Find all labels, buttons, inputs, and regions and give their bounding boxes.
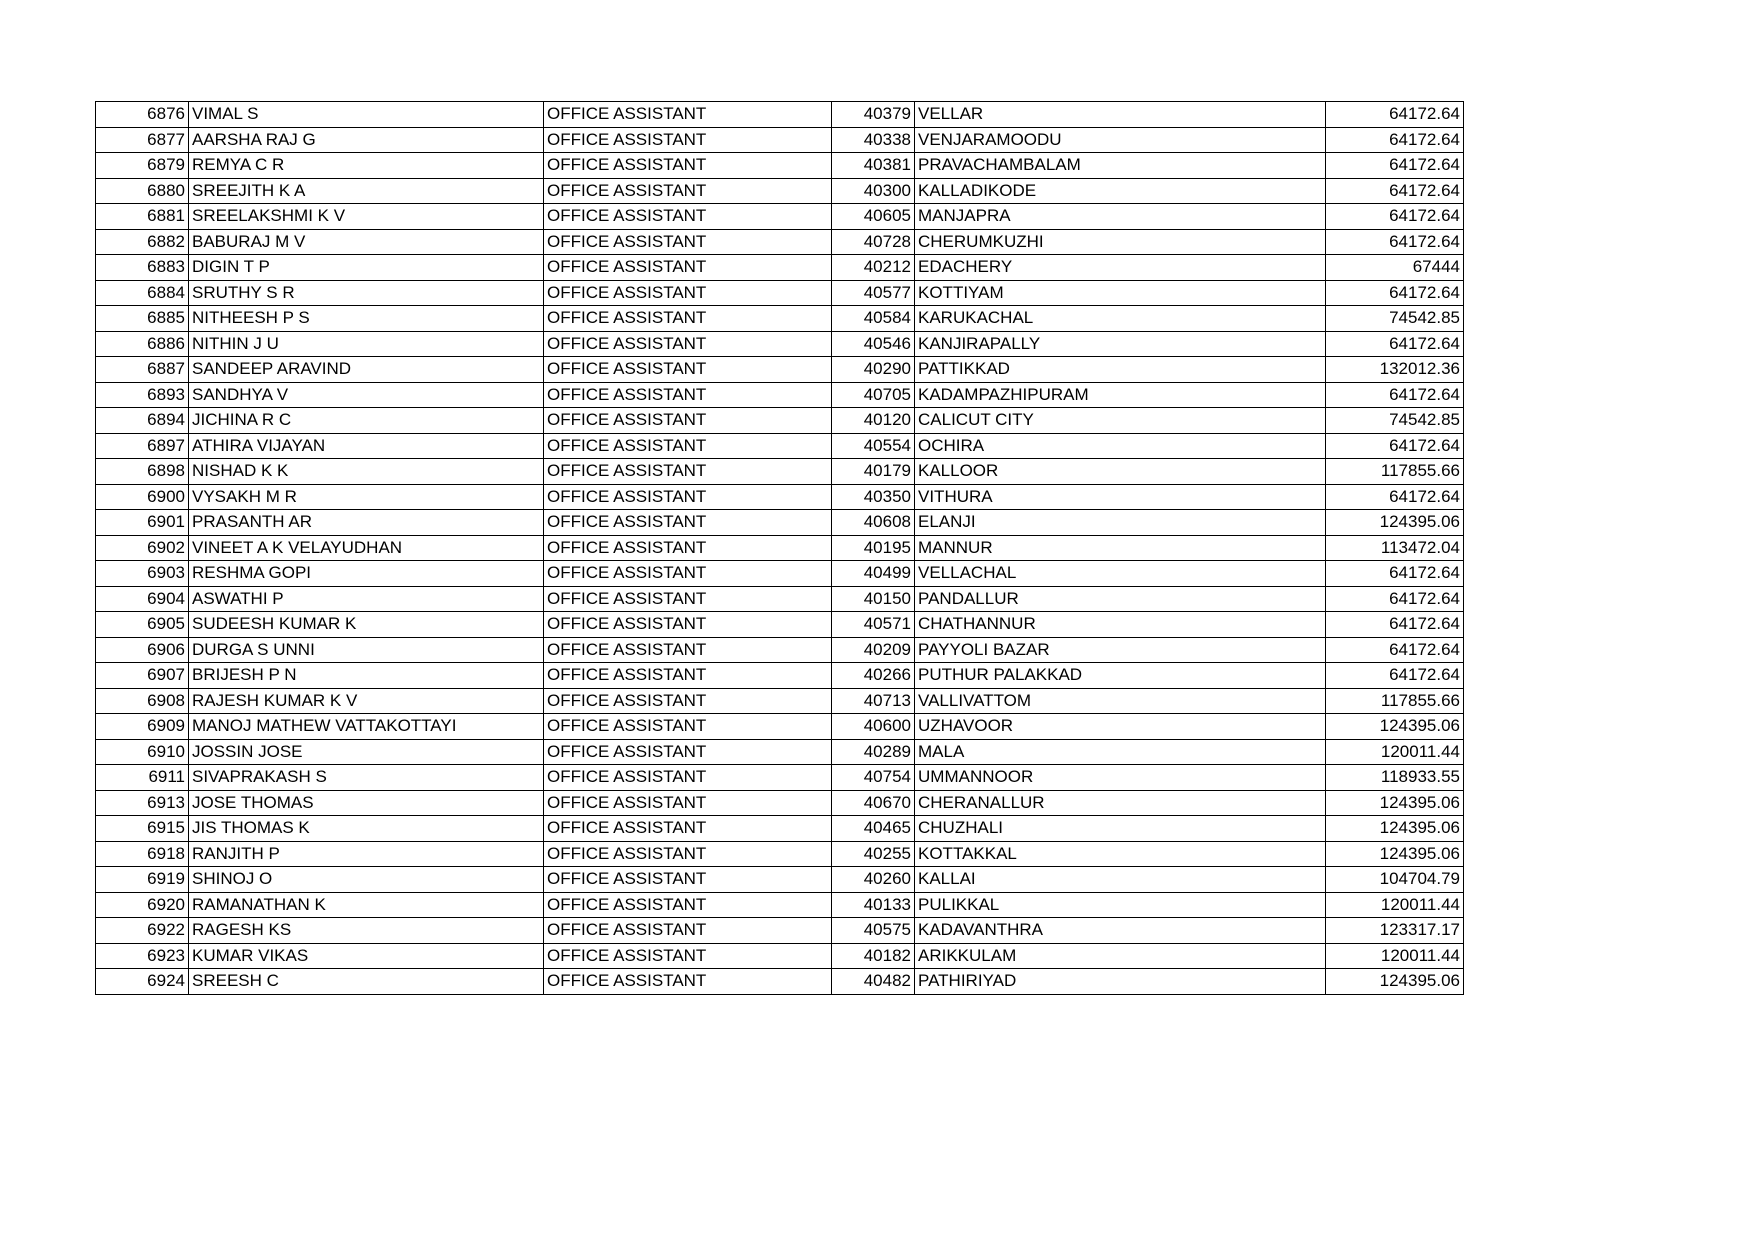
office-name-cell: KOTTAKKAL [915,841,1326,867]
designation-cell: OFFICE ASSISTANT [544,867,832,893]
designation-cell: OFFICE ASSISTANT [544,382,832,408]
office-name-cell: KOTTIYAM [915,280,1326,306]
employee-name-cell: SREELAKSHMI K V [189,204,544,230]
amount-cell: 64172.64 [1326,382,1464,408]
employee-name-cell: SIVAPRAKASH S [189,765,544,791]
employee-name-cell: ASWATHI P [189,586,544,612]
office-code-cell: 40290 [832,357,915,383]
amount-cell: 64172.64 [1326,561,1464,587]
amount-cell: 117855.66 [1326,688,1464,714]
amount-cell: 64172.64 [1326,280,1464,306]
amount-cell: 64172.64 [1326,663,1464,689]
amount-cell: 104704.79 [1326,867,1464,893]
office-code-cell: 40209 [832,637,915,663]
designation-cell: OFFICE ASSISTANT [544,433,832,459]
office-code-cell: 40255 [832,841,915,867]
office-name-cell: OCHIRA [915,433,1326,459]
office-name-cell: VITHURA [915,484,1326,510]
table-row [96,714,1464,740]
office-code-cell: 40584 [832,306,915,332]
amount-cell: 124395.06 [1326,510,1464,536]
office-name-cell: VENJARAMOODU [915,127,1326,153]
employee-id-cell: 6923 [96,943,189,969]
office-code-cell: 40571 [832,612,915,638]
designation-cell: OFFICE ASSISTANT [544,918,832,944]
table-row [96,943,1464,969]
office-code-cell: 40120 [832,408,915,434]
employee-name-cell: SANDEEP ARAVIND [189,357,544,383]
office-name-cell: PANDALLUR [915,586,1326,612]
designation-cell: OFFICE ASSISTANT [544,586,832,612]
table-body [96,102,1464,995]
designation-cell: OFFICE ASSISTANT [544,484,832,510]
office-code-cell: 40577 [832,280,915,306]
designation-cell: OFFICE ASSISTANT [544,561,832,587]
office-name-cell: ELANJI [915,510,1326,536]
office-name-cell: PATTIKKAD [915,357,1326,383]
office-code-cell: 40482 [832,969,915,995]
employee-id-cell: 6880 [96,178,189,204]
office-code-cell: 40260 [832,867,915,893]
employee-id-cell: 6911 [96,765,189,791]
designation-cell: OFFICE ASSISTANT [544,178,832,204]
table-row [96,357,1464,383]
amount-cell: 120011.44 [1326,943,1464,969]
designation-cell: OFFICE ASSISTANT [544,969,832,995]
amount-cell: 64172.64 [1326,127,1464,153]
employee-name-cell: VYSAKH M R [189,484,544,510]
employee-name-cell: VINEET A K VELAYUDHAN [189,535,544,561]
table-row [96,892,1464,918]
employee-id-cell: 6886 [96,331,189,357]
employee-name-cell: MANOJ MATHEW VATTAKOTTAYI [189,714,544,740]
employee-name-cell: DURGA S UNNI [189,637,544,663]
office-code-cell: 40300 [832,178,915,204]
employee-name-cell: SUDEESH KUMAR K [189,612,544,638]
employee-name-cell: JOSE THOMAS [189,790,544,816]
office-name-cell: KALLADIKODE [915,178,1326,204]
employee-name-cell: BABURAJ M V [189,229,544,255]
employee-id-cell: 6887 [96,357,189,383]
table-row [96,612,1464,638]
office-name-cell: EDACHERY [915,255,1326,281]
designation-cell: OFFICE ASSISTANT [544,229,832,255]
table-row [96,484,1464,510]
designation-cell: OFFICE ASSISTANT [544,459,832,485]
employee-id-cell: 6885 [96,306,189,332]
employee-id-cell: 6900 [96,484,189,510]
office-code-cell: 40289 [832,739,915,765]
table-row [96,459,1464,485]
employee-name-cell: NITHIN J U [189,331,544,357]
amount-cell: 64172.64 [1326,204,1464,230]
designation-cell: OFFICE ASSISTANT [544,255,832,281]
employee-name-cell: RESHMA GOPI [189,561,544,587]
employee-id-cell: 6908 [96,688,189,714]
amount-cell: 64172.64 [1326,612,1464,638]
table-row [96,867,1464,893]
table-row [96,841,1464,867]
office-name-cell: KARUKACHAL [915,306,1326,332]
designation-cell: OFFICE ASSISTANT [544,280,832,306]
employee-id-cell: 6881 [96,204,189,230]
table-row [96,510,1464,536]
employee-name-cell: SANDHYA V [189,382,544,408]
amount-cell: 64172.64 [1326,229,1464,255]
table-row [96,816,1464,842]
office-code-cell: 40338 [832,127,915,153]
employee-id-cell: 6897 [96,433,189,459]
office-code-cell: 40754 [832,765,915,791]
employee-id-cell: 6903 [96,561,189,587]
employee-id-cell: 6902 [96,535,189,561]
employee-name-cell: BRIJESH P N [189,663,544,689]
amount-cell: 74542.85 [1326,306,1464,332]
amount-cell: 118933.55 [1326,765,1464,791]
amount-cell: 120011.44 [1326,892,1464,918]
office-name-cell: UMMANNOOR [915,765,1326,791]
employee-id-cell: 6898 [96,459,189,485]
amount-cell: 64172.64 [1326,153,1464,179]
employee-id-cell: 6905 [96,612,189,638]
table-row [96,688,1464,714]
employee-name-cell: SREESH C [189,969,544,995]
employee-id-cell: 6910 [96,739,189,765]
amount-cell: 67444 [1326,255,1464,281]
amount-cell: 124395.06 [1326,714,1464,740]
amount-cell: 124395.06 [1326,841,1464,867]
employee-id-cell: 6924 [96,969,189,995]
employee-id-cell: 6909 [96,714,189,740]
table-row [96,102,1464,128]
office-name-cell: MANNUR [915,535,1326,561]
table-row [96,535,1464,561]
employee-name-cell: JICHINA R C [189,408,544,434]
office-name-cell: UZHAVOOR [915,714,1326,740]
table-row [96,127,1464,153]
office-code-cell: 40182 [832,943,915,969]
designation-cell: OFFICE ASSISTANT [544,331,832,357]
amount-cell: 123317.17 [1326,918,1464,944]
office-code-cell: 40670 [832,790,915,816]
table-row [96,739,1464,765]
amount-cell: 64172.64 [1326,433,1464,459]
office-code-cell: 40195 [832,535,915,561]
table-row [96,382,1464,408]
employee-id-cell: 6915 [96,816,189,842]
table-row [96,969,1464,995]
table-row [96,765,1464,791]
amount-cell: 74542.85 [1326,408,1464,434]
office-name-cell: CALICUT CITY [915,408,1326,434]
table-row [96,204,1464,230]
designation-cell: OFFICE ASSISTANT [544,357,832,383]
designation-cell: OFFICE ASSISTANT [544,204,832,230]
employee-id-cell: 6883 [96,255,189,281]
office-code-cell: 40575 [832,918,915,944]
office-name-cell: VELLAR [915,102,1326,128]
designation-cell: OFFICE ASSISTANT [544,510,832,536]
office-code-cell: 40266 [832,663,915,689]
office-name-cell: VALLIVATTOM [915,688,1326,714]
employee-name-cell: NISHAD K K [189,459,544,485]
office-name-cell: PATHIRIYAD [915,969,1326,995]
office-name-cell: CHUZHALI [915,816,1326,842]
designation-cell: OFFICE ASSISTANT [544,739,832,765]
employee-id-cell: 6876 [96,102,189,128]
employee-id-cell: 6882 [96,229,189,255]
employee-name-cell: RAJESH KUMAR K V [189,688,544,714]
employee-name-cell: SHINOJ O [189,867,544,893]
amount-cell: 64172.64 [1326,102,1464,128]
office-code-cell: 40179 [832,459,915,485]
office-code-cell: 40133 [832,892,915,918]
employee-name-cell: SRUTHY S R [189,280,544,306]
office-code-cell: 40546 [832,331,915,357]
employee-name-cell: PRASANTH AR [189,510,544,536]
table-row [96,229,1464,255]
designation-cell: OFFICE ASSISTANT [544,892,832,918]
employee-id-cell: 6913 [96,790,189,816]
office-code-cell: 40379 [832,102,915,128]
employee-name-cell: KUMAR VIKAS [189,943,544,969]
employee-id-cell: 6884 [96,280,189,306]
office-name-cell: KADAMPAZHIPURAM [915,382,1326,408]
amount-cell: 64172.64 [1326,178,1464,204]
designation-cell: OFFICE ASSISTANT [544,663,832,689]
office-name-cell: PUTHUR PALAKKAD [915,663,1326,689]
designation-cell: OFFICE ASSISTANT [544,637,832,663]
employee-id-cell: 6906 [96,637,189,663]
table-row [96,663,1464,689]
office-name-cell: KALLOOR [915,459,1326,485]
amount-cell: 132012.36 [1326,357,1464,383]
table-row [96,790,1464,816]
amount-cell: 124395.06 [1326,790,1464,816]
employee-name-cell: DIGIN T P [189,255,544,281]
table-row [96,153,1464,179]
office-name-cell: ARIKKULAM [915,943,1326,969]
employee-name-cell: NITHEESH P S [189,306,544,332]
amount-cell: 64172.64 [1326,637,1464,663]
employee-name-cell: AARSHA RAJ G [189,127,544,153]
designation-cell: OFFICE ASSISTANT [544,127,832,153]
employee-name-cell: REMYA C R [189,153,544,179]
designation-cell: OFFICE ASSISTANT [544,612,832,638]
employee-id-cell: 6922 [96,918,189,944]
office-code-cell: 40600 [832,714,915,740]
amount-cell: 120011.44 [1326,739,1464,765]
office-name-cell: CHERANALLUR [915,790,1326,816]
office-code-cell: 40381 [832,153,915,179]
table-row [96,918,1464,944]
office-name-cell: KADAVANTHRA [915,918,1326,944]
employee-name-cell: JIS THOMAS K [189,816,544,842]
office-name-cell: PRAVACHAMBALAM [915,153,1326,179]
office-name-cell: MALA [915,739,1326,765]
office-code-cell: 40465 [832,816,915,842]
table-row [96,637,1464,663]
employee-name-cell: RAMANATHAN K [189,892,544,918]
employee-name-cell: VIMAL S [189,102,544,128]
office-name-cell: MANJAPRA [915,204,1326,230]
table-row [96,433,1464,459]
employee-name-cell: ATHIRA VIJAYAN [189,433,544,459]
designation-cell: OFFICE ASSISTANT [544,790,832,816]
office-code-cell: 40713 [832,688,915,714]
amount-cell: 124395.06 [1326,816,1464,842]
employee-name-cell: RAGESH KS [189,918,544,944]
table-row [96,561,1464,587]
employee-id-cell: 6920 [96,892,189,918]
designation-cell: OFFICE ASSISTANT [544,765,832,791]
office-code-cell: 40554 [832,433,915,459]
designation-cell: OFFICE ASSISTANT [544,943,832,969]
employee-id-cell: 6919 [96,867,189,893]
office-code-cell: 40150 [832,586,915,612]
designation-cell: OFFICE ASSISTANT [544,841,832,867]
employee-id-cell: 6901 [96,510,189,536]
designation-cell: OFFICE ASSISTANT [544,816,832,842]
amount-cell: 113472.04 [1326,535,1464,561]
office-name-cell: PAYYOLI BAZAR [915,637,1326,663]
office-name-cell: VELLACHAL [915,561,1326,587]
office-name-cell: KANJIRAPALLY [915,331,1326,357]
employee-name-cell: RANJITH P [189,841,544,867]
designation-cell: OFFICE ASSISTANT [544,688,832,714]
office-code-cell: 40605 [832,204,915,230]
employee-id-cell: 6879 [96,153,189,179]
data-table [95,101,1464,995]
employee-id-cell: 6877 [96,127,189,153]
office-code-cell: 40499 [832,561,915,587]
office-name-cell: KALLAI [915,867,1326,893]
office-code-cell: 40728 [832,229,915,255]
table-row [96,408,1464,434]
amount-cell: 64172.64 [1326,331,1464,357]
office-name-cell: PULIKKAL [915,892,1326,918]
employee-id-cell: 6918 [96,841,189,867]
designation-cell: OFFICE ASSISTANT [544,306,832,332]
employee-name-cell: JOSSIN JOSE [189,739,544,765]
office-code-cell: 40608 [832,510,915,536]
amount-cell: 64172.64 [1326,586,1464,612]
table-row [96,255,1464,281]
office-code-cell: 40212 [832,255,915,281]
office-code-cell: 40705 [832,382,915,408]
employee-id-cell: 6894 [96,408,189,434]
designation-cell: OFFICE ASSISTANT [544,102,832,128]
amount-cell: 64172.64 [1326,484,1464,510]
office-code-cell: 40350 [832,484,915,510]
office-name-cell: CHATHANNUR [915,612,1326,638]
office-name-cell: CHERUMKUZHI [915,229,1326,255]
designation-cell: OFFICE ASSISTANT [544,153,832,179]
table-row [96,306,1464,332]
table-row [96,280,1464,306]
designation-cell: OFFICE ASSISTANT [544,535,832,561]
employee-id-cell: 6904 [96,586,189,612]
table-row [96,586,1464,612]
table-row [96,178,1464,204]
amount-cell: 124395.06 [1326,969,1464,995]
designation-cell: OFFICE ASSISTANT [544,408,832,434]
employee-name-cell: SREEJITH K A [189,178,544,204]
employee-id-cell: 6893 [96,382,189,408]
designation-cell: OFFICE ASSISTANT [544,714,832,740]
amount-cell: 117855.66 [1326,459,1464,485]
table-row [96,331,1464,357]
employee-id-cell: 6907 [96,663,189,689]
